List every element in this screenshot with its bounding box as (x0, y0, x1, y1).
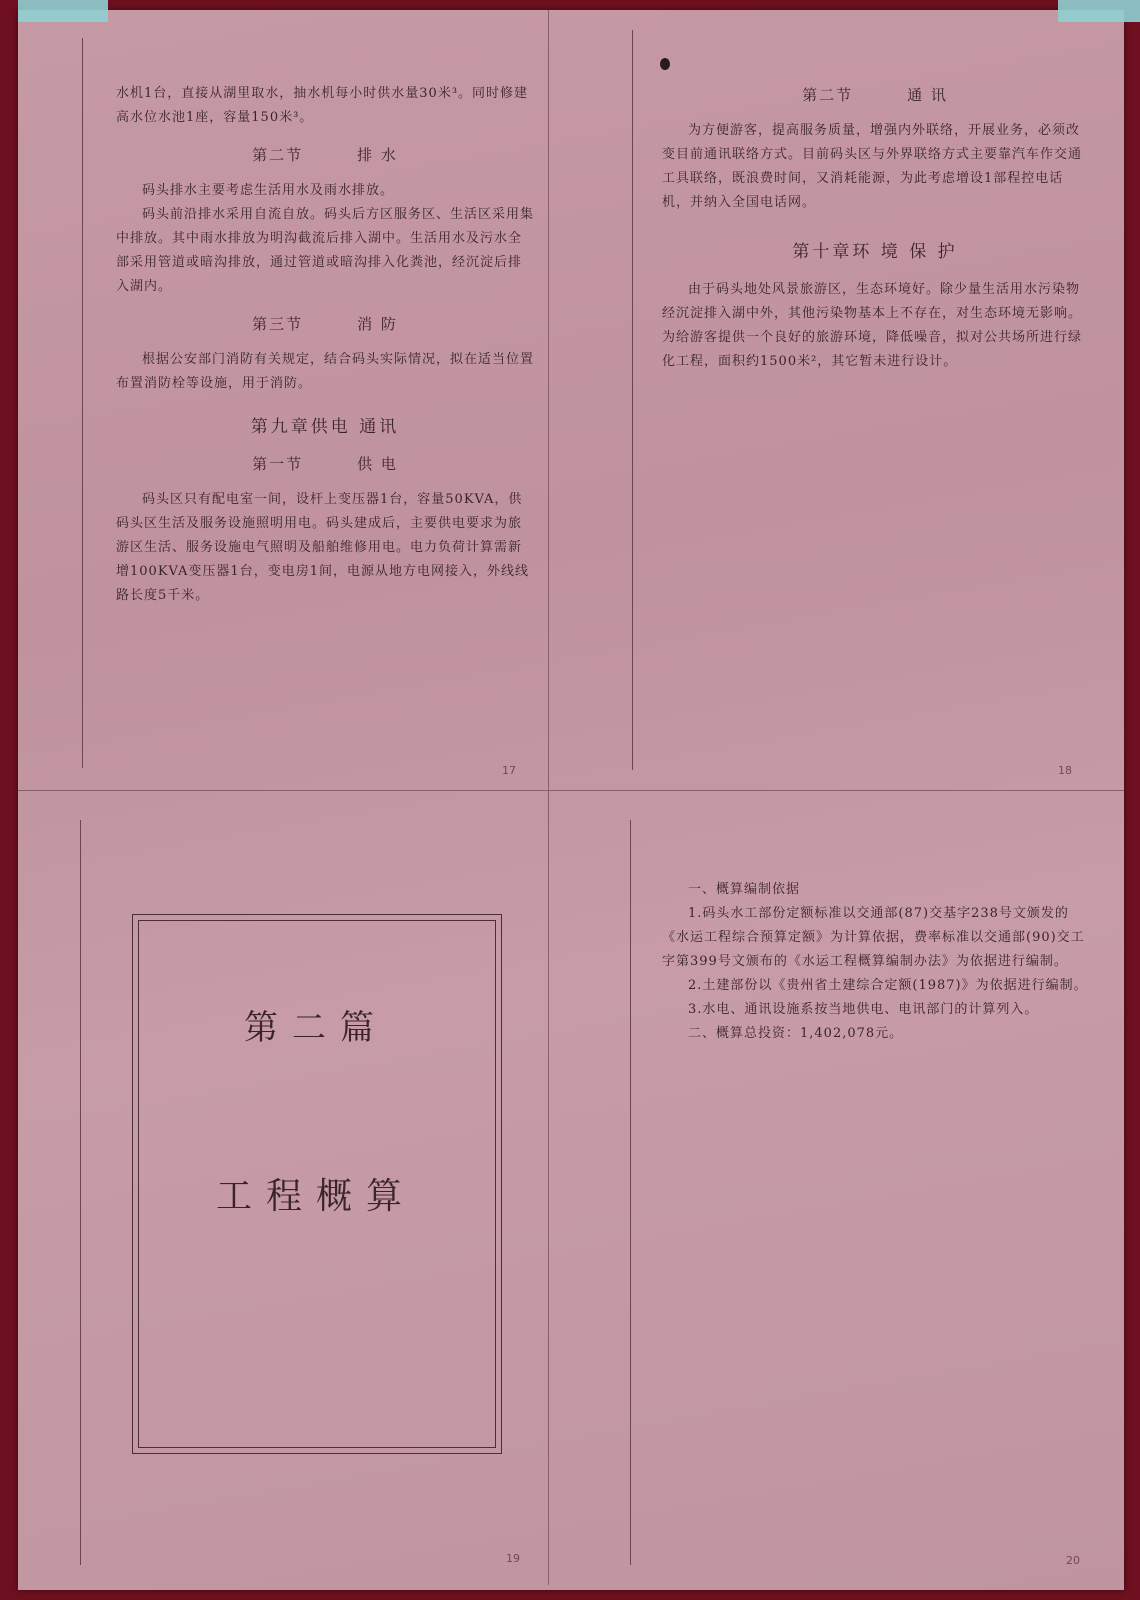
page18-paragraph-1: 为方便游客，提高服务质量，增强内外联络，开展业务，必须改变目前通讯联络方式。目前码头区与外界联络方式主要靠汽车作交通工具联络，既浪费时间，又消耗能源，为此考虑增设1部程控电话机，并纳入全国电话网。 (662, 123, 1083, 210)
page17-section1-title: 第一节 (252, 455, 304, 473)
page17-section1-subject: 供 电 (357, 455, 398, 473)
page-20 (662, 878, 1094, 1046)
part-title: 第二篇 (244, 1008, 388, 1048)
page-number-20: 20 (1066, 1554, 1080, 1567)
page18-section2-subject: 通 讯 (907, 86, 948, 104)
tape-strip-left (18, 0, 108, 22)
page18-chapter10-heading (662, 237, 1088, 262)
page17-paragraph-4: 根据公安部门消防有关规定，结合码头实际情况，拟在适当位置布置消防栓等设施，用于消防。 (116, 352, 535, 391)
page17-section2-title: 第二节 (252, 146, 304, 164)
page17-section3-subject: 消 防 (357, 315, 398, 333)
page-number-17: 17 (502, 764, 516, 777)
page20-item1-title: 一、概算编制依据 (688, 882, 801, 897)
page17-paragraph-5: 码头区只有配电室一间，设杆上变压器1台，容量50KVA，供码头区生活及服务设施照明用电。码头建成后，主要供电要求为旅游区生活、服务设施电气照明及船舶维修用电。电力负荷计算需新增100KVA变压器1台，变电房1间，电源从地方电网接入，外线线路长度5千米。 (116, 492, 529, 603)
ink-spot (660, 58, 670, 70)
page17-section2-heading (116, 144, 534, 165)
page18-paragraph-2: 由于码头地处风景旅游区，生态环境好。除少量生活用水污染物经沉淀排入湖中外，其他污染物基本上不存在，对生态环境无影响。为给游客提供一个良好的旅游环境，降低噪音，拟对公共场所进行绿化工程，面积约1500米²，其它暂未进行设计。 (662, 282, 1083, 369)
page-number-19: 19 (506, 1552, 520, 1565)
page18-chapter10-subject: 环 境 保 护 (852, 242, 958, 262)
fold-line-vertical (548, 10, 549, 1585)
page17-section1-heading (116, 453, 534, 474)
page20-item1-sub1: 1.码头水工部份定额标准以交通部(87)交基字238号文颁发的《水运工程综合预算定额》为计算依据，费率标准以交通部(90)交工字第399号文颁布的《水运工程概算编制办法》为依据进行编制。 (662, 906, 1085, 969)
page17-paragraph-1: 水机1台，直接从湖里取水，抽水机每小时供水量30米³。同时修建高水位水池1座，容量150米³。 (116, 86, 529, 125)
page20-item2: 二、概算总投资：1,402,078元。 (688, 1026, 904, 1041)
page17-paragraph-3: 码头前沿排水采用自流自放。码头后方区服务区、生活区采用集中排放。其中雨水排放为明沟截流后排入湖中。生活用水及污水全部采用管道或暗沟排放，通过管道或暗沟排入化粪池，经沉淀后排入湖内。 (116, 207, 535, 294)
page-17 (116, 82, 534, 608)
page18-section2-heading (662, 84, 1088, 105)
fold-line-horizontal (18, 790, 1124, 791)
page18-section2-title: 第二节 (802, 86, 854, 104)
tape-strip-right (1058, 0, 1140, 22)
page-number-18: 18 (1058, 764, 1072, 777)
margin-line-page17 (82, 38, 83, 768)
page-18 (662, 80, 1088, 374)
page20-item1-sub2: 2.土建部份以《贵州省土建综合定额(1987)》为依据进行编制。 (688, 978, 1088, 993)
page17-section3-heading (116, 313, 534, 334)
page17-section2-subject: 排 水 (357, 146, 398, 164)
page17-paragraph-2: 码头排水主要考虑生活用水及雨水排放。 (142, 183, 395, 198)
margin-line-page18 (632, 30, 633, 770)
page17-section3-title: 第三节 (252, 315, 304, 333)
page20-item1-sub3: 3.水电、通讯设施系按当地供电、电讯部门的计算列入。 (688, 1002, 1039, 1017)
page17-chapter9-heading (116, 412, 534, 437)
page18-chapter10-title: 第十章 (792, 242, 853, 262)
page17-chapter9-title: 第九章 (250, 417, 311, 437)
part-subject: 工程概算 (215, 1176, 416, 1217)
page17-chapter9-subject: 供电 通讯 (310, 417, 400, 437)
margin-line-page19 (80, 820, 81, 1565)
margin-line-page20 (630, 820, 631, 1565)
